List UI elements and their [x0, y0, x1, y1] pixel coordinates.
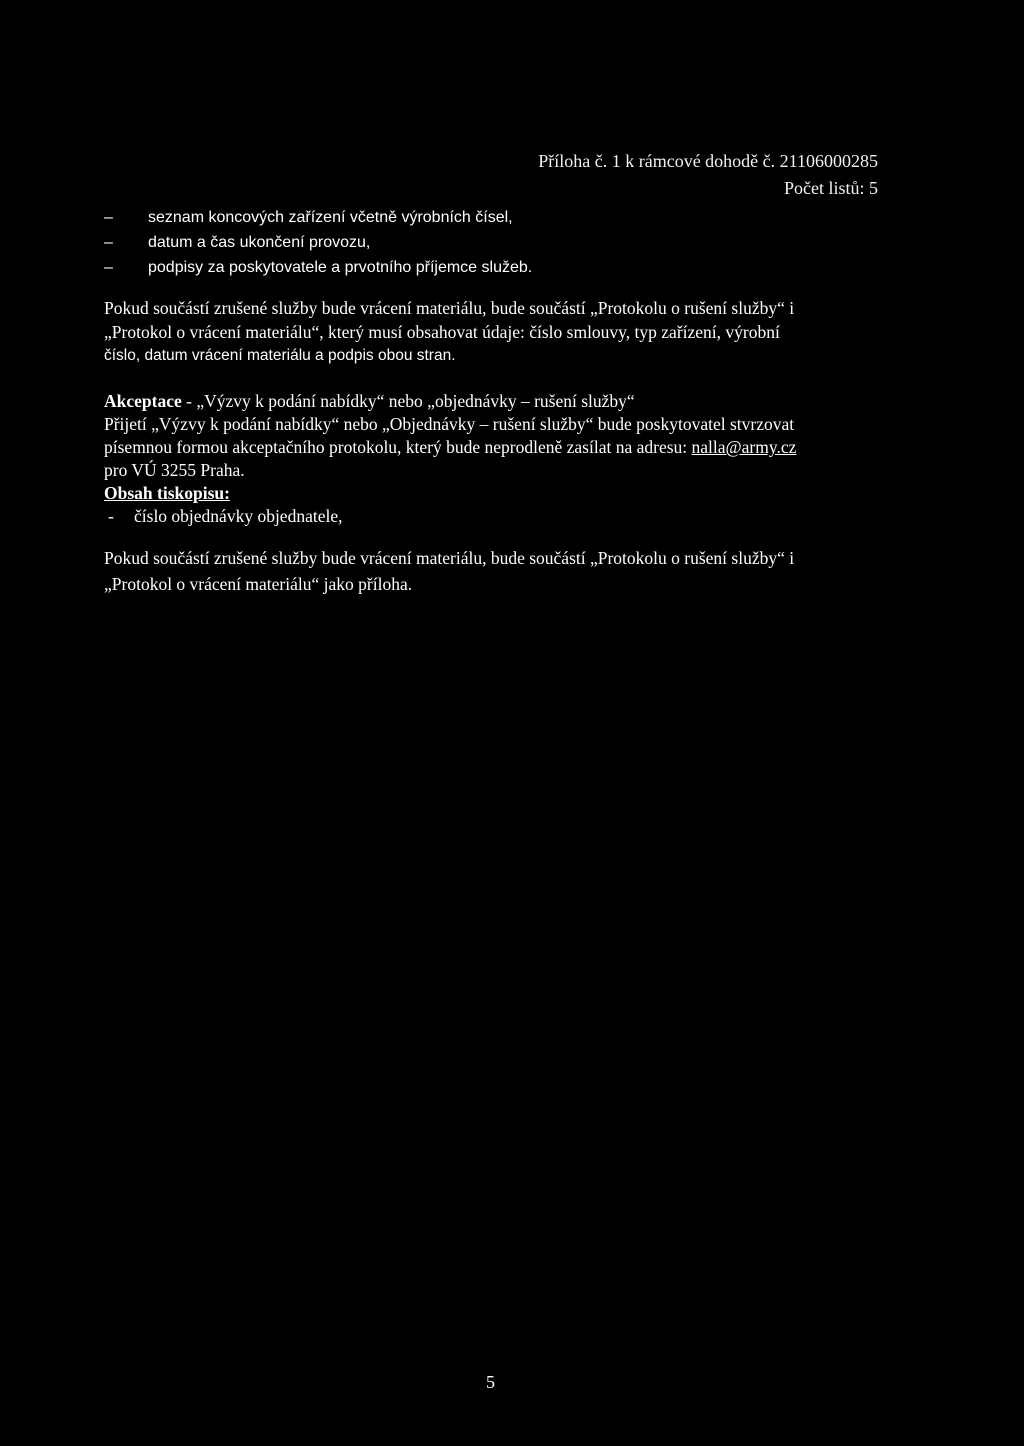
annex-reference: Příloha č. 1 k rámcové dohodě č. 21106000285: [538, 151, 878, 171]
list-item: [104, 205, 532, 230]
requirements-list: [104, 205, 532, 280]
list-dash: –: [104, 234, 113, 251]
list-dash: –: [104, 209, 113, 226]
acceptance-heading-bold: Akceptace: [104, 391, 182, 411]
contents-item: [104, 505, 894, 528]
page-number: 5: [486, 1372, 495, 1392]
page-header: [538, 148, 878, 202]
acceptance-body-text: písemnou formou akceptačního protokolu, který bude neprodleně zasílat na adresu:: [104, 437, 692, 457]
list-item-text: datum a čas ukončení provozu,: [148, 234, 371, 251]
paragraph-line: Pokud součástí zrušené služby bude vrácení materiálu, bude součástí „Protokolu o rušení služby“ i: [104, 298, 795, 318]
material-return-paragraph: [104, 296, 894, 368]
paragraph-line: „Protokol o vrácení materiálu“, který musí obsahovat údaje: číslo smlouvy, typ zařízení, výrobní: [104, 322, 780, 342]
list-dash: –: [104, 259, 113, 276]
contents-item-text: číslo objednávky objednatele,: [134, 506, 343, 526]
paragraph-line: „Protokol o vrácení materiálu“ jako příloha.: [104, 574, 413, 594]
sheet-count: Počet listů: 5: [784, 178, 878, 198]
contents-dash: -: [108, 506, 114, 526]
acceptance-body-line: [104, 436, 894, 459]
contents-heading: Obsah tiskopisu:: [104, 483, 230, 503]
acceptance-heading: [104, 390, 894, 413]
acceptance-body-line: pro VÚ 3255 Praha.: [104, 460, 245, 480]
list-item: [104, 230, 532, 255]
paragraph-line: Pokud součástí zrušené služby bude vrácení materiálu, bude součástí „Protokolu o rušení služby“ i: [104, 548, 795, 568]
acceptance-section: [104, 390, 894, 528]
paragraph-line: číslo, datum vrácení materiálu a podpis obou stran.: [104, 347, 456, 364]
list-item-text: podpisy za poskytovatele a prvotního příjemce služeb.: [148, 259, 533, 276]
protocol-attachment-paragraph: [104, 545, 894, 597]
list-item: [104, 255, 532, 280]
list-item-text: seznam koncových zařízení včetně výrobních čísel,: [148, 209, 513, 226]
email-link[interactable]: nalla@army.cz: [691, 437, 797, 457]
acceptance-body-line: Přijetí „Výzvy k podání nabídky“ nebo „Objednávky – rušení služby“ bude poskytovatel stvrzovat: [104, 414, 795, 434]
acceptance-heading-rest: - „Výzvy k podání nabídky“ nebo „objednávky – rušení služby“: [181, 391, 635, 411]
